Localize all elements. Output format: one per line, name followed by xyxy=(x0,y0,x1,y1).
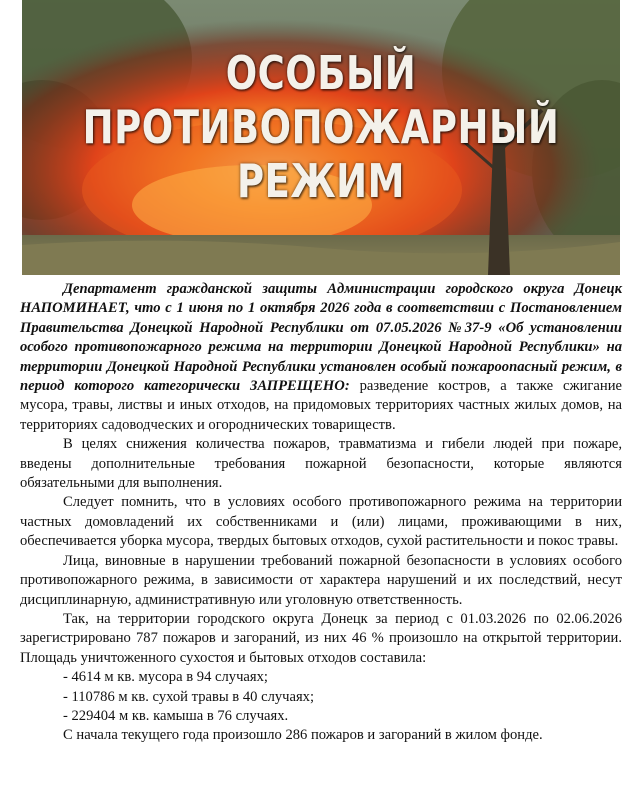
banner-title-line-3: РЕЖИМ xyxy=(237,154,405,209)
list-item: - 4614 м кв. мусора в 94 случаях; xyxy=(63,669,268,686)
list-item: - 229404 м кв. камыша в 76 случаях. xyxy=(63,707,289,724)
intro-bold-text: Департамент гражданской защиты Администрации городского округа Донецк НАПОМИНАЕТ, что с 1 июня по 1 октября 2026 года в соответствии с Постановлением Правительства Донецкой Народной Республики от 07.05.2026 №37-9 «Об установлении особого противопожарного режима на территории Донецкой Народной Республики» на территории Донецкой Народной Республики установлен особый пожароопасный режим, в период которого категорически ЗАПРЕЩЕНО: xyxy=(20,281,622,395)
wildfire-photo xyxy=(22,0,620,275)
paragraph-requirements: В целях снижения количества пожаров, травматизма и гибели людей при пожаре, введены дополнительные требования пожарной безопасности, которые являются обязательными для выполнения. xyxy=(20,436,622,492)
paragraph-liability: Лица, виновные в нарушении требований пожарной безопасности в условиях особого противопожарного режима, в зависимости от характера нарушений и их последствий, несут дисциплинарную, административную или уголовную ответственность. xyxy=(20,552,622,608)
intro-regular-text: разведение костров, а также сжигание мусора, травы, листвы и иных отходов, на придомовых территориях частных жилых домов, на территориях садоводческих и огороднических товариществ. xyxy=(20,378,622,433)
paragraph-statistics: Так, на территории городского округа Донецк за период с 01.03.2026 по 02.06.2026 зарегистрировано 787 пожаров и загораний, из них 46 % произошло на открытой территории. Площадь уничтоженного сухостоя и бытовых отходов составила: xyxy=(20,610,622,666)
intro-paragraph xyxy=(20,280,622,435)
paragraph-residential-fires: С начала текущего года произошло 286 пожаров и загораний в жилом фонде. xyxy=(63,727,543,744)
article-body xyxy=(20,280,622,746)
list-item: - 110786 м кв. сухой травы в 40 случаях; xyxy=(63,688,315,705)
paragraph-private-households: Следует помнить, что в условиях особого противопожарного режима на территории частных домовладений их собственниками и (или) лицами, проживающими в них, обеспечивается уборка мусора, твердых бытовых отходов, сухой растительности и покос травы. xyxy=(20,494,622,550)
banner-title-line-2: ПРОТИВОПОЖАРНЫЙ xyxy=(82,100,560,155)
banner-title-line-1: ОСОБЫЙ xyxy=(225,46,417,101)
